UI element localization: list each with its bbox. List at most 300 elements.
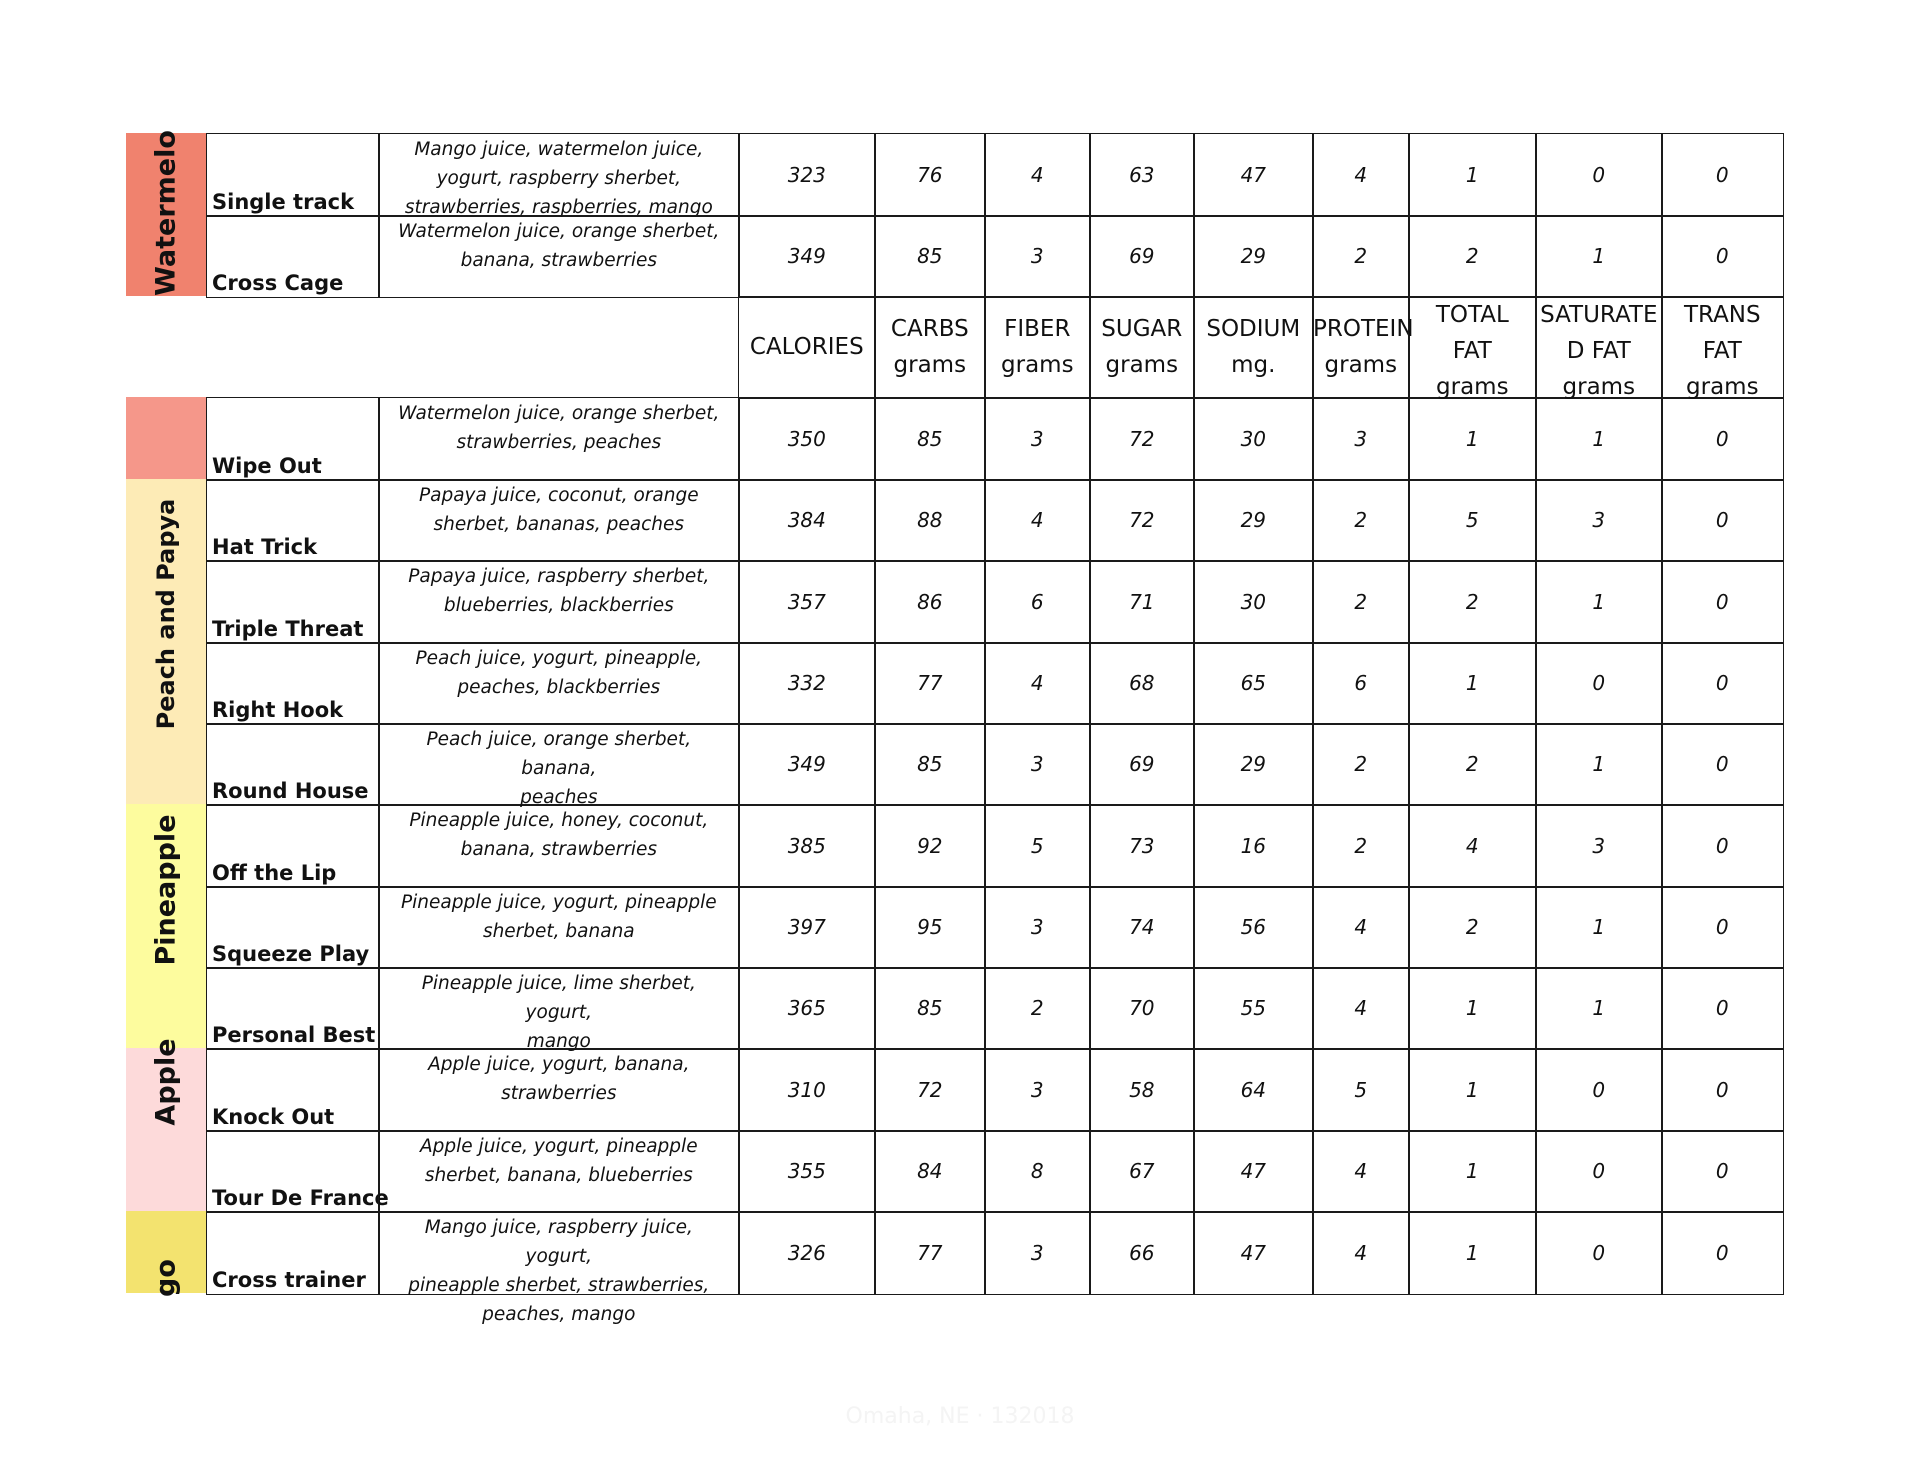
ingredients-line: sherbet, banana, blueberries <box>424 1165 693 1186</box>
nutrient-value: 1 <box>1465 1159 1479 1184</box>
value-cell <box>984 886 1091 969</box>
nutrient-value: 3 <box>1592 833 1606 858</box>
column-header-line: grams <box>893 352 967 379</box>
value-cell <box>738 967 876 1050</box>
value-cell <box>874 1048 986 1132</box>
value-cell <box>1193 1130 1314 1213</box>
value-cell <box>1535 215 1663 298</box>
value-cell <box>1535 723 1663 806</box>
ingredients-cell <box>378 1048 740 1132</box>
category-label: Watermelo <box>150 130 182 296</box>
nutrient-value: 74 <box>1129 915 1155 940</box>
ingredients-line: mango <box>526 1031 591 1052</box>
ingredients-cell <box>378 560 740 644</box>
ingredients-line: peaches <box>520 787 598 808</box>
value-cell <box>1089 723 1195 806</box>
value-cell <box>1312 1211 1410 1295</box>
nutrient-value: 69 <box>1129 752 1155 777</box>
column-header-text <box>985 297 1090 398</box>
drink-name: Wipe Out <box>212 453 322 478</box>
nutrient-value: 88 <box>917 508 943 533</box>
ingredients-cell <box>378 967 740 1050</box>
nutrient-value: 3 <box>1030 1240 1044 1265</box>
column-header-line: grams <box>1686 374 1759 400</box>
ingredients-line: banana, strawberries <box>460 250 658 271</box>
value-cell <box>738 1048 876 1132</box>
nutrient-value: 6 <box>1354 671 1368 696</box>
nutrient-value: 0 <box>1592 1077 1606 1102</box>
drink-name-cell <box>206 642 380 725</box>
value-cell <box>1661 886 1784 969</box>
column-header-text <box>875 297 985 398</box>
ingredients-line: pineapple sherbet, strawberries, <box>408 1275 710 1296</box>
value-cell <box>1535 1048 1663 1132</box>
nutrient-value: 4 <box>1354 1159 1368 1184</box>
nutrient-value: 2 <box>1354 508 1368 533</box>
ingredients-text <box>379 725 739 812</box>
nutrient-value: 86 <box>917 589 943 614</box>
nutrient-value: 2 <box>1030 996 1044 1021</box>
nutrient-value: 1 <box>1592 589 1606 614</box>
nutrient-value: 0 <box>1592 162 1606 187</box>
ingredients-line: Mango juice, raspberry juice, yogurt, <box>424 1217 693 1267</box>
drink-name: Knock Out <box>212 1104 335 1129</box>
value-cell <box>1661 479 1784 562</box>
value-cell <box>1312 215 1410 298</box>
ingredients-line: peaches, blackberries <box>457 677 661 698</box>
value-cell <box>1193 560 1314 644</box>
nutrient-value: 0 <box>1715 996 1729 1021</box>
value-cell <box>1408 1048 1537 1132</box>
nutrient-value: 2 <box>1465 915 1479 940</box>
ingredients-cell <box>378 804 740 888</box>
ingredients-text <box>379 969 739 1056</box>
value-cell <box>1661 133 1784 217</box>
value-cell <box>1089 397 1195 481</box>
ingredients-line: Pineapple juice, yogurt, pineapple <box>400 892 717 913</box>
ingredients-text <box>379 399 739 457</box>
ingredients-text <box>379 806 739 864</box>
value-cell <box>1408 804 1537 888</box>
drink-name: Off the Lip <box>212 860 337 885</box>
column-header-line: TRANS <box>1683 302 1761 328</box>
nutrient-value: 3 <box>1354 426 1368 451</box>
value-cell <box>984 642 1091 725</box>
nutrient-value: 63 <box>1129 162 1155 187</box>
nutrient-value: 29 <box>1240 244 1267 269</box>
ingredients-line: Apple juice, yogurt, pineapple <box>420 1136 698 1157</box>
value-cell <box>984 397 1091 481</box>
nutrient-value: 1 <box>1592 996 1606 1021</box>
nutrient-value: 0 <box>1715 508 1729 533</box>
nutrient-value: 2 <box>1354 833 1368 858</box>
value-cell <box>874 560 986 644</box>
value-cell <box>738 479 876 562</box>
value-cell <box>1089 560 1195 644</box>
nutrient-value: 77 <box>917 1240 943 1265</box>
nutrient-value: 2 <box>1465 752 1479 777</box>
value-cell <box>1408 479 1537 562</box>
value-cell <box>738 1130 876 1213</box>
drink-name: Hat Trick <box>212 534 318 559</box>
nutrient-value: 67 <box>1129 1159 1155 1184</box>
column-header <box>1312 296 1414 399</box>
nutrient-value: 0 <box>1592 1240 1606 1265</box>
nutrient-value: 4 <box>1030 508 1044 533</box>
ingredients-text <box>379 1132 739 1190</box>
category-band <box>126 397 206 479</box>
drink-name-cell <box>206 886 380 969</box>
value-cell <box>1535 642 1663 725</box>
value-cell <box>1089 1211 1195 1295</box>
column-header-line: grams <box>1105 352 1179 379</box>
nutrient-value: 1 <box>1592 244 1606 269</box>
nutrient-value: 326 <box>787 1240 826 1265</box>
nutrient-value: 85 <box>917 752 943 777</box>
column-header <box>1193 296 1314 399</box>
nutrient-value: 0 <box>1715 915 1729 940</box>
value-cell <box>1312 560 1410 644</box>
nutrient-value: 56 <box>1240 915 1267 940</box>
ingredients-cell <box>378 215 740 298</box>
column-header <box>984 296 1091 399</box>
category-label: Apple <box>150 1038 182 1126</box>
drink-name: Cross Cage <box>212 270 344 295</box>
nutrient-value: 72 <box>1129 508 1155 533</box>
drink-name-cell <box>206 723 380 806</box>
ingredients-text <box>379 1213 739 1329</box>
ingredients-line: strawberries, peaches <box>456 432 662 453</box>
value-cell <box>1312 886 1410 969</box>
nutrient-value: 6 <box>1030 589 1044 614</box>
value-cell <box>1193 215 1314 298</box>
column-header-line: grams <box>1001 352 1074 379</box>
value-cell <box>1193 1211 1314 1295</box>
nutrient-value: 4 <box>1354 1240 1368 1265</box>
value-cell <box>1535 479 1663 562</box>
column-header-line: TOTAL <box>1435 302 1509 328</box>
category-band <box>126 479 206 804</box>
nutrient-value: 4 <box>1465 833 1479 858</box>
ingredients-line: sherbet, banana <box>482 921 635 942</box>
value-cell <box>1312 1130 1410 1213</box>
column-header-line: grams <box>1324 352 1398 379</box>
nutrient-value: 2 <box>1465 589 1479 614</box>
nutrient-value: 73 <box>1129 833 1155 858</box>
category-label: Peach and Papya <box>152 498 180 730</box>
value-cell <box>1089 133 1195 217</box>
value-cell <box>738 1211 876 1295</box>
drink-name-cell <box>206 1048 380 1132</box>
value-cell <box>1089 1130 1195 1213</box>
value-cell <box>1408 133 1537 217</box>
nutrient-value: 1 <box>1465 162 1479 187</box>
nutrient-value: 1 <box>1592 752 1606 777</box>
category-label: Pineapple <box>150 814 182 966</box>
value-cell <box>738 886 876 969</box>
nutrient-value: 3 <box>1030 752 1044 777</box>
column-header-line: D FAT <box>1566 338 1631 364</box>
value-cell <box>1408 967 1537 1050</box>
nutrient-value: 3 <box>1030 1077 1044 1102</box>
drink-name-cell <box>206 560 380 644</box>
drink-name-cell <box>206 1130 389 1213</box>
drink-name-cell <box>206 1211 380 1295</box>
nutrient-value: 47 <box>1240 162 1267 187</box>
nutrient-value: 323 <box>787 162 826 187</box>
nutrient-value: 65 <box>1240 671 1267 696</box>
value-cell <box>1089 215 1195 298</box>
ingredients-text <box>379 888 739 946</box>
nutrient-value: 4 <box>1030 671 1044 696</box>
value-cell <box>1312 1048 1410 1132</box>
nutrient-value: 4 <box>1354 162 1368 187</box>
drink-name: Triple Threat <box>212 616 364 641</box>
ingredients-text <box>379 1050 739 1108</box>
nutrient-value: 70 <box>1129 996 1155 1021</box>
value-cell <box>738 642 876 725</box>
drink-name: Squeeze Play <box>212 941 370 966</box>
nutrient-value: 77 <box>917 671 943 696</box>
column-header-text <box>1662 297 1783 398</box>
value-cell <box>1193 967 1314 1050</box>
value-cell <box>1193 804 1314 888</box>
value-cell <box>874 967 986 1050</box>
nutrient-value: 8 <box>1030 1159 1044 1184</box>
nutrient-value: 64 <box>1240 1077 1267 1102</box>
value-cell <box>874 215 986 298</box>
value-cell <box>1408 560 1537 644</box>
column-header-line: SUGAR <box>1101 316 1183 343</box>
value-cell <box>1193 133 1314 217</box>
drink-name: Tour De France <box>212 1185 389 1210</box>
ingredients-line: Papaya juice, raspberry sherbet, <box>408 566 710 587</box>
drink-name-cell <box>206 804 380 888</box>
nutrient-value: 92 <box>917 833 943 858</box>
ingredients-line: peaches, mango <box>482 1304 636 1325</box>
value-cell <box>1193 723 1314 806</box>
value-cell <box>1312 397 1410 481</box>
value-cell <box>1535 886 1663 969</box>
value-cell <box>1312 479 1410 562</box>
value-cell <box>1535 804 1663 888</box>
value-cell <box>1661 723 1784 806</box>
nutrient-value: 2 <box>1354 244 1368 269</box>
value-cell <box>1312 133 1410 217</box>
value-cell <box>738 133 876 217</box>
ingredients-line: strawberries, raspberries, mango <box>404 197 713 218</box>
column-header-line: PROTEIN <box>1313 316 1414 343</box>
nutrient-value: 1 <box>1465 426 1479 451</box>
column-header-line: FAT <box>1452 338 1492 364</box>
drink-name-cell <box>206 397 380 481</box>
column-header-line: SATURATE <box>1540 302 1658 328</box>
nutrient-value: 357 <box>787 589 826 614</box>
nutrient-value: 0 <box>1715 589 1729 614</box>
ingredients-text <box>379 562 739 620</box>
ingredients-cell <box>378 886 740 969</box>
nutrient-value: 4 <box>1354 996 1368 1021</box>
nutrient-value: 384 <box>787 508 826 533</box>
nutrient-value: 0 <box>1715 1159 1729 1184</box>
ingredients-line: Pineapple juice, lime sherbet, yogurt, <box>421 973 696 1023</box>
value-cell <box>738 723 876 806</box>
value-cell <box>1408 215 1537 298</box>
nutrient-value: 30 <box>1240 589 1267 614</box>
ingredients-line: yogurt, raspberry sherbet, <box>436 168 682 189</box>
ingredients-line: Watermelon juice, orange sherbet, <box>398 221 720 242</box>
value-cell <box>984 804 1091 888</box>
nutrient-value: 69 <box>1129 244 1155 269</box>
nutrient-value: 2 <box>1354 752 1368 777</box>
value-cell <box>984 560 1091 644</box>
column-header-line: grams <box>1436 374 1509 400</box>
nutrient-value: 58 <box>1129 1077 1155 1102</box>
column-header-text <box>1090 297 1194 398</box>
column-header-line: grams <box>1562 374 1636 400</box>
value-cell <box>738 215 876 298</box>
ingredients-line: Pineapple juice, honey, coconut, <box>409 810 709 831</box>
nutrient-value: 0 <box>1715 426 1729 451</box>
value-cell <box>1089 804 1195 888</box>
value-cell <box>1661 1048 1784 1132</box>
column-header-line: CALORIES <box>749 334 864 361</box>
ingredients-text <box>379 135 739 222</box>
value-cell <box>1661 967 1784 1050</box>
column-header-line: FAT <box>1702 338 1742 364</box>
value-cell <box>984 133 1091 217</box>
ingredients-text <box>379 481 739 539</box>
drink-name-cell <box>206 479 380 562</box>
ingredients-line: Watermelon juice, orange sherbet, <box>398 403 720 424</box>
page-footer: Omaha, NE · 132018 <box>845 1404 1075 1429</box>
nutrient-value: 0 <box>1715 752 1729 777</box>
category-band <box>126 804 206 1048</box>
value-cell <box>1193 642 1314 725</box>
nutrient-value: 3 <box>1030 915 1044 940</box>
value-cell <box>1535 1211 1663 1295</box>
ingredients-line: Peach juice, yogurt, pineapple, <box>415 648 703 669</box>
value-cell <box>1193 886 1314 969</box>
nutrient-value: 3 <box>1592 508 1606 533</box>
nutrient-value: 71 <box>1129 589 1155 614</box>
value-cell <box>1661 215 1784 298</box>
value-cell <box>738 804 876 888</box>
nutrient-value: 1 <box>1465 1240 1479 1265</box>
value-cell <box>1661 397 1784 481</box>
value-cell <box>738 560 876 644</box>
ingredients-cell <box>378 723 740 806</box>
ingredients-text <box>379 217 739 275</box>
value-cell <box>874 133 986 217</box>
value-cell <box>1661 804 1784 888</box>
column-header <box>1408 296 1537 399</box>
value-cell <box>1535 1130 1663 1213</box>
nutrient-value: 72 <box>1129 426 1155 451</box>
column-header <box>874 296 986 399</box>
nutrient-value: 1 <box>1465 1077 1479 1102</box>
value-cell <box>1661 1130 1784 1213</box>
value-cell <box>984 215 1091 298</box>
ingredients-line: Papaya juice, coconut, orange <box>418 485 699 506</box>
drink-name: Round House <box>212 778 369 803</box>
category-band <box>126 1211 206 1297</box>
nutrient-value: 85 <box>917 244 943 269</box>
value-cell <box>1193 397 1314 481</box>
value-cell <box>1312 723 1410 806</box>
category-band <box>126 130 206 296</box>
nutrient-value: 0 <box>1592 671 1606 696</box>
value-cell <box>874 397 986 481</box>
value-cell <box>1312 804 1410 888</box>
nutrient-value: 385 <box>787 833 826 858</box>
column-header-line: SODIUM <box>1206 316 1301 343</box>
value-cell <box>1535 560 1663 644</box>
nutrient-value: 1 <box>1465 996 1479 1021</box>
ingredients-cell <box>378 479 740 562</box>
ingredients-line: sherbet, bananas, peaches <box>433 514 685 535</box>
ingredients-line: blueberries, blackberries <box>443 595 674 616</box>
column-header-line: CARBS <box>890 316 969 343</box>
value-cell <box>1535 397 1663 481</box>
ingredients-line: banana, strawberries <box>460 839 658 860</box>
column-header-text <box>1194 297 1313 398</box>
column-header-text <box>1409 297 1536 398</box>
value-cell <box>1089 886 1195 969</box>
ingredients-line: Mango juice, watermelon juice, <box>414 139 704 160</box>
value-cell <box>1661 1211 1784 1295</box>
ingredients-cell <box>378 1211 740 1325</box>
value-cell <box>1408 1211 1537 1295</box>
value-cell <box>874 1130 986 1213</box>
value-cell <box>984 967 1091 1050</box>
nutrient-value: 0 <box>1715 162 1729 187</box>
column-header-line: mg. <box>1231 352 1276 379</box>
column-header-text <box>739 297 875 398</box>
value-cell <box>1661 642 1784 725</box>
ingredients-cell <box>378 133 740 217</box>
value-cell <box>1089 1048 1195 1132</box>
nutrient-value: 95 <box>917 915 943 940</box>
nutrient-value: 355 <box>787 1159 826 1184</box>
nutrient-value: 55 <box>1240 996 1267 1021</box>
nutrient-value: 47 <box>1240 1159 1267 1184</box>
nutrient-value: 5 <box>1030 833 1044 858</box>
nutrient-value: 0 <box>1715 244 1729 269</box>
nutrient-value: 66 <box>1129 1240 1155 1265</box>
value-cell <box>1089 967 1195 1050</box>
value-cell <box>1089 642 1195 725</box>
value-cell <box>984 1211 1091 1295</box>
value-cell <box>874 479 986 562</box>
value-cell <box>874 1211 986 1295</box>
value-cell <box>1312 967 1410 1050</box>
nutrient-value: 310 <box>787 1077 826 1102</box>
nutrient-value: 30 <box>1240 426 1267 451</box>
value-cell <box>874 642 986 725</box>
category-label: go <box>150 1259 182 1297</box>
value-cell <box>984 1048 1091 1132</box>
value-cell <box>1535 133 1663 217</box>
nutrient-value: 349 <box>787 752 826 777</box>
nutrient-value: 3 <box>1030 426 1044 451</box>
nutrient-value: 29 <box>1240 508 1267 533</box>
column-header-line: FIBER <box>1004 316 1071 343</box>
value-cell <box>1193 479 1314 562</box>
nutrient-value: 16 <box>1240 833 1267 858</box>
value-cell <box>1312 642 1410 725</box>
nutrient-value: 5 <box>1354 1077 1368 1102</box>
